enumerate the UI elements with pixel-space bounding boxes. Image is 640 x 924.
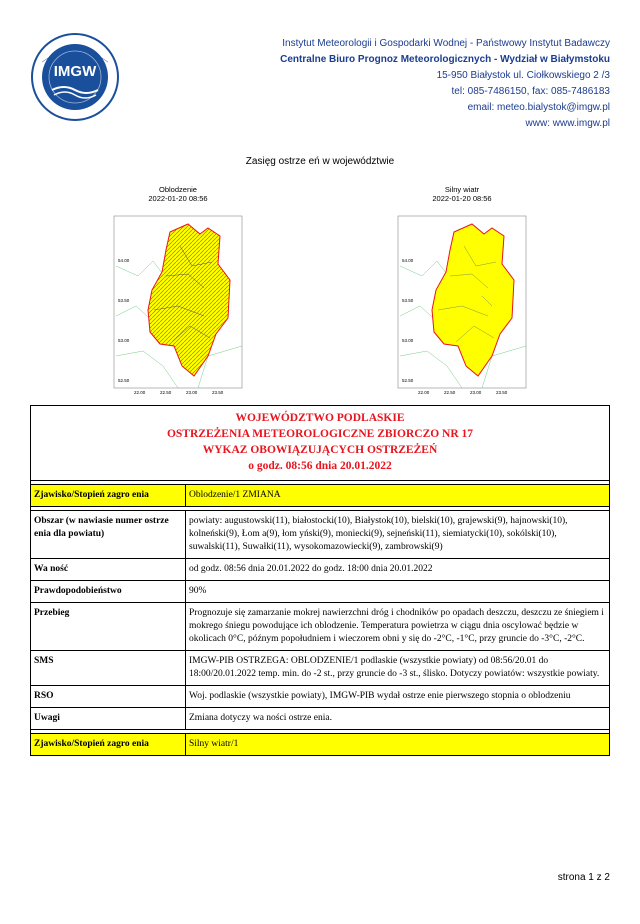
x-tick: 23.00: [470, 390, 482, 395]
y-tick: 54.00: [118, 258, 130, 263]
row-label: Wa ność: [31, 559, 186, 581]
map-date: 2022-01-20 08:56: [432, 194, 492, 203]
table-row: [31, 708, 609, 730]
list-title: WYKAZ OBOWIĄZUJĄCYCH OSTRZEŻEŃ: [202, 444, 438, 456]
email: email: meteo.bialystok@imgw.pl: [467, 102, 610, 113]
phone-fax: tel: 085-7486150, fax: 085-7486183: [451, 86, 610, 97]
warnings-title: [31, 406, 609, 481]
warnings-table: [31, 481, 609, 755]
y-tick: 52.50: [118, 378, 130, 383]
region-map-hatched: [108, 206, 248, 396]
row-label: SMS: [31, 651, 186, 686]
warnings-box: [30, 405, 610, 756]
institute-name: Instytut Meteorologii i Gospodarki Wodnej - Państwowy Instytut Badawczy: [282, 38, 610, 49]
institute-header: [280, 36, 610, 132]
x-tick: 22.50: [444, 390, 456, 395]
row-value: Oblodzenie/1 ZMIANA: [186, 485, 610, 507]
y-tick: 53.50: [402, 298, 414, 303]
y-tick: 53.00: [402, 338, 414, 343]
row-value: powiaty: augustowski(11), białostocki(10), Białystok(10), bielski(10), grajewski(9), hajnowski(10), kolneński(9), Łom a(9), łom yński(9), moniecki(9), sejneński(11), siemiatycki(10), sokólski(10), suwalski(11), Suwałki(11), wysokomazowiecki(9), zambrowski(9): [186, 511, 610, 559]
address: 15-950 Białystok ul. Ciołkowskiego 2 /3: [436, 70, 610, 81]
logo-text: IMGW: [53, 63, 97, 80]
map-date: 2022-01-20 08:56: [148, 194, 208, 203]
row-value: Woj. podlaskie (wszystkie powiaty), IMGW-PIB wydał ostrze enie pierwszego stopnia o oblodzeniu: [186, 686, 610, 708]
table-row: [31, 651, 609, 686]
row-value: Silny wiatr/1: [186, 734, 610, 756]
table-row: [31, 603, 609, 651]
maps-subtitle: Zasięg ostrze eń w województwie: [245, 156, 395, 167]
office-name: Centralne Biuro Prognoz Meteorologicznych - Wydział w Białymstoku: [280, 54, 610, 65]
row-value: Prognozuje się zamarzanie mokrej nawierzchni dróg i chodników po opadach deszczu, deszczu ze śniegiem i mokrego śniegu powodujące ich oblodzenie. Temperatura powietrza w ciągu dnia oscylować będzie w okolicach 0°C, późnym popołudniem i wieczorem obni y się do -2°C, -1°C, przy gruncie do -3°C, -2°C.: [186, 603, 610, 651]
voivodeship-title: WOJEWÓDZTWO PODLASKIE: [235, 412, 405, 424]
y-tick: 54.00: [402, 258, 414, 263]
row-label: Uwagi: [31, 708, 186, 730]
map-title: Oblodzenie: [159, 185, 197, 194]
row-label: Obszar (w nawiasie numer ostrze enia dla powiatu): [31, 511, 186, 559]
x-tick: 22.00: [134, 390, 146, 395]
y-tick: 53.50: [118, 298, 130, 303]
row-label: Prawdopodobieństwo: [31, 581, 186, 603]
row-value: IMGW-PIB OSTRZEGA: OBLODZENIE/1 podlaskie (wszystkie powiaty) od 08:56/20.01 do 18:00/20.01.2022 temp. min. do -2 st., przy gruncie do -3 st., ślisko. Dotyczy powiatów: wszystkie powiaty.: [186, 651, 610, 686]
x-tick: 22.50: [160, 390, 172, 395]
bulletin-title: OSTRZEŻENIA METEOROLOGICZNE ZBIORCZO NR 17: [166, 428, 474, 440]
x-tick: 22.00: [418, 390, 430, 395]
row-value: Zmiana dotyczy wa ności ostrze enia.: [186, 708, 610, 730]
map-silny-wiatr: [392, 185, 532, 400]
imgw-logo: [30, 32, 120, 122]
row-value: 90%: [186, 581, 610, 603]
website: www: www.imgw.pl: [525, 118, 610, 129]
table-row: [31, 734, 609, 756]
table-row: [31, 511, 609, 559]
table-row: [31, 686, 609, 708]
page-number: strona 1 z 2: [557, 872, 610, 883]
row-value: od godz. 08:56 dnia 20.01.2022 do godz. 18:00 dnia 20.01.2022: [186, 559, 610, 581]
row-label: Przebieg: [31, 603, 186, 651]
x-tick: 23.00: [186, 390, 198, 395]
region-map-solid: [392, 206, 532, 396]
table-row: [31, 581, 609, 603]
x-tick: 23.50: [212, 390, 224, 395]
table-row: [31, 559, 609, 581]
y-tick: 53.00: [118, 338, 130, 343]
row-label: Zjawisko/Stopień zagro enia: [31, 485, 186, 507]
y-tick: 52.50: [402, 378, 414, 383]
issue-time: o godz. 08:56 dnia 20.01.2022: [248, 460, 392, 472]
map-title: Silny wiatr: [444, 185, 480, 194]
row-label: RSO: [31, 686, 186, 708]
table-row: [31, 485, 609, 507]
x-tick: 23.50: [496, 390, 508, 395]
map-oblodzenie: [108, 185, 248, 400]
row-label: Zjawisko/Stopień zagro enia: [31, 734, 186, 756]
